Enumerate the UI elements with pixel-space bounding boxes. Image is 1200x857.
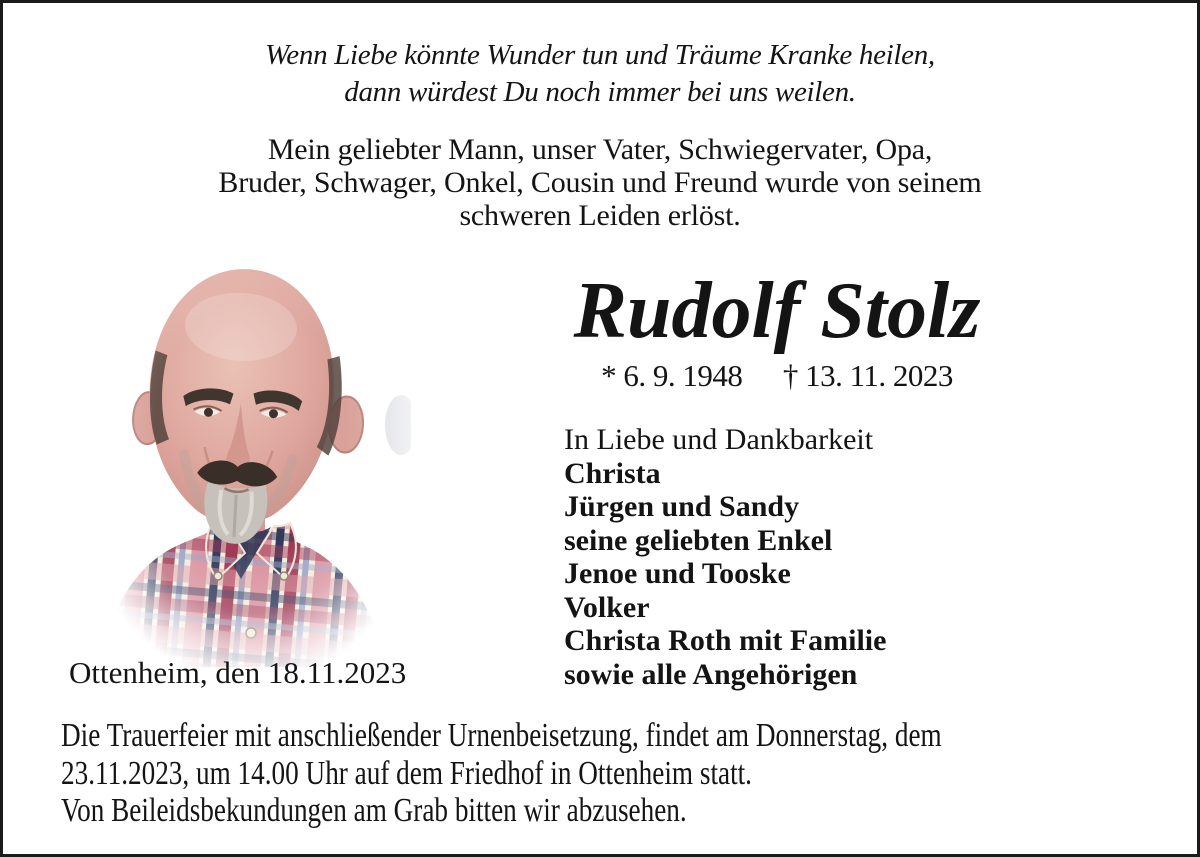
verse-line-1: Wenn Liebe könnte Wunder tun und Träume Kranke heilen, xyxy=(265,39,935,71)
life-dates xyxy=(559,358,995,394)
funeral-line-1: Die Trauerfeier mit anschließender Urnenbeisetzung, findet am Donnerstag, dem xyxy=(61,717,942,754)
funeral-information xyxy=(61,717,942,830)
mourner-name: Jürgen und Sandy xyxy=(564,490,800,523)
mourner-name: Christa xyxy=(564,456,661,490)
deceased-name: Rudolf Stolz xyxy=(573,267,981,355)
mourner-name: Volker xyxy=(564,590,650,624)
portrait-illustration xyxy=(91,243,411,667)
mourner-name: Christa Roth mit Familie xyxy=(564,624,887,657)
mourner-name: seine geliebten Enkel xyxy=(564,523,833,557)
intro-line-3: schweren Leiden erlöst. xyxy=(459,199,741,232)
dedication-line: In Liebe und Dankbarkeit xyxy=(564,423,874,456)
verse-line-2: dann würdest Du noch immer bei uns weilen. xyxy=(344,76,856,108)
mourner-name: Jenoe und Tooske xyxy=(564,557,791,590)
deceased-block xyxy=(559,267,995,394)
birth-date: 6. 9. 1948 xyxy=(623,358,743,393)
mourner-name: sowie alle Angehörigen xyxy=(564,657,858,691)
portrait-photo xyxy=(91,243,411,667)
death-date: 13. 11. 2023 xyxy=(805,358,953,393)
funeral-line-3: Von Beileidsbekundungen am Grab bitten wir abzusehen. xyxy=(61,792,687,829)
announcement-text xyxy=(3,133,1197,232)
memorial-verse xyxy=(3,37,1197,111)
place-and-date: Ottenheim, den 18.11.2023 xyxy=(69,655,407,690)
intro-line-1: Mein geliebter Mann, unser Vater, Schwiegervater, Opa, xyxy=(267,133,933,166)
photo-vignette xyxy=(91,243,411,667)
funeral-line-2: 23.11.2023, um 14.00 Uhr auf dem Friedhof in Ottenheim statt. xyxy=(61,754,752,792)
mourners-list xyxy=(564,423,886,691)
intro-line-2: Bruder, Schwager, Onkel, Cousin und Freund wurde von seinem xyxy=(218,166,982,199)
cross-icon: † xyxy=(782,358,798,393)
star-icon: * xyxy=(601,358,617,393)
